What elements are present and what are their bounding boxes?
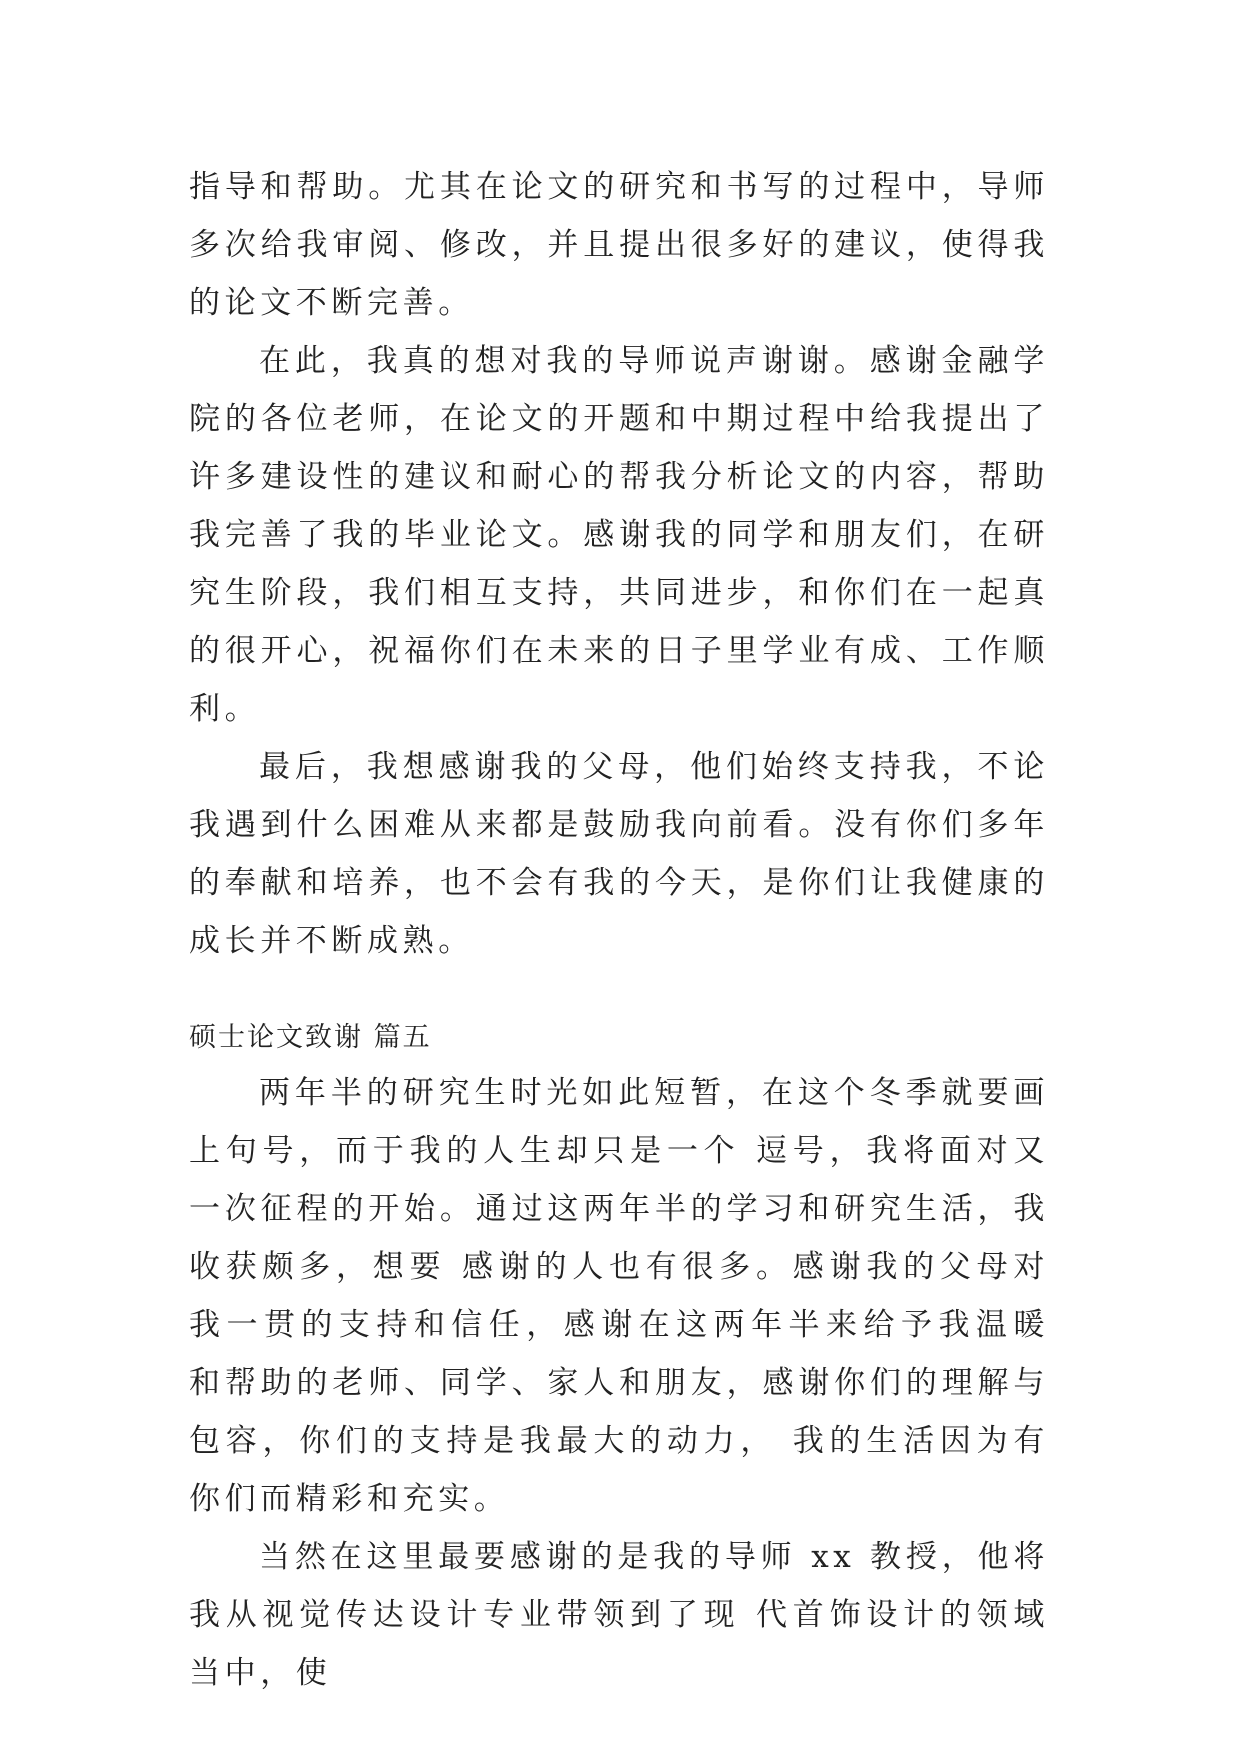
acknowledgement-section-five xyxy=(189,1064,1049,1702)
paragraph-graduate-years: 两年半的研究生时光如此短暂，在这个冬季就要画上句号，而于我的人生却只是一个 逗号，我将面对又一次征程的开始。通过这两年半的学习和研究生活，我收获颇多，想要 感谢的人也有很多。感谢我的父母对我一贯的支持和信任，感谢在这两年半来给予我温暖 和帮助的老师、同学、家人和朋友，感谢你们的理解与包容，你们的支持是我最大的动力， 我的生活因为有你们而精彩和充实。 xyxy=(189,1075,1049,1517)
paragraph-guidance: 指导和帮助。尤其在论文的研究和书写的过程中，导师多次给我审阅、修改，并且提出很多好的建议，使得我的论文不断完善。 xyxy=(189,169,1049,321)
paragraph-thanks-parents: 最后，我想感谢我的父母，他们始终支持我，不论我遇到什么困难从来都是鼓励我向前看。没有你们多年的奉献和培养，也不会有我的今天，是你们让我健康的成长并不断成熟。 xyxy=(189,749,1049,959)
acknowledgement-section-continued xyxy=(189,158,1049,970)
paragraph-thanks-advisor: 当然在这里最要感谢的是我的导师 xx 教授，他将我从视觉传达设计专业带领到了现 代首饰设计的领域当中，使 xyxy=(189,1539,1049,1691)
section-heading: 硕士论文致谢 篇五 xyxy=(189,1022,432,1053)
paragraph-thanks-teachers: 在此，我真的想对我的导师说声谢谢。感谢金融学院的各位老师，在论文的开题和中期过程中给我提出了许多建设性的建议和耐心的帮我分析论文的内容，帮助我完善了我的毕业论文。感谢我的同学和朋友们，在研究生阶段，我们相互支持，共同进步，和你们在一起真的很开心，祝福你们在未来的日子里学业有成、工作顺利。 xyxy=(189,343,1049,727)
